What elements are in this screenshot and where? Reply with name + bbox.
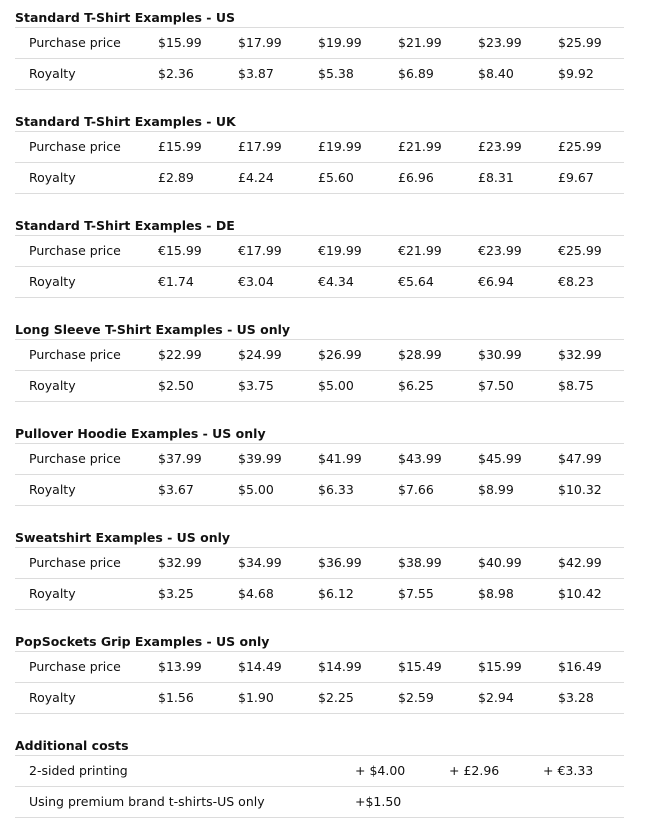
royalty-cell: $7.50 (478, 378, 514, 393)
purchase-price-row (15, 444, 624, 475)
purchase-price-row (15, 548, 624, 579)
royalty-examples-page (15, 8, 624, 840)
price-cell: $17.99 (238, 35, 282, 50)
price-cell: $19.99 (318, 35, 362, 50)
row-label: 2-sided printing (29, 763, 128, 778)
price-cell: $23.99 (478, 35, 522, 50)
royalty-cell: €4.34 (318, 274, 354, 289)
royalty-cell: €6.94 (478, 274, 514, 289)
premium-brand-row (15, 787, 624, 818)
royalty-cell: $3.28 (558, 690, 594, 705)
price-cell: £17.99 (238, 139, 282, 154)
price-cell: $39.99 (238, 451, 282, 466)
cost-cell-us: +$1.50 (355, 794, 402, 809)
royalty-cell: $10.32 (558, 482, 602, 497)
price-cell: $38.99 (398, 555, 442, 570)
section-title: Standard T-Shirt Examples - UK (15, 112, 624, 132)
price-cell: $34.99 (238, 555, 282, 570)
row-label: Royalty (29, 170, 76, 185)
price-cell: €19.99 (318, 243, 362, 258)
price-cell: $21.99 (398, 35, 442, 50)
two-sided-printing-row (15, 756, 624, 787)
royalty-row (15, 371, 624, 402)
royalty-cell: $1.56 (158, 690, 194, 705)
royalty-row (15, 683, 624, 714)
royalty-cell: $4.68 (238, 586, 274, 601)
royalty-cell: $8.99 (478, 482, 514, 497)
royalty-cell: $2.25 (318, 690, 354, 705)
price-cell: $30.99 (478, 347, 522, 362)
royalty-cell: $8.40 (478, 66, 514, 81)
price-cell: $32.99 (158, 555, 202, 570)
price-cell: $43.99 (398, 451, 442, 466)
royalty-row (15, 59, 624, 90)
royalty-cell: $3.87 (238, 66, 274, 81)
section-standard-tshirt-de (15, 216, 624, 320)
price-cell: $26.99 (318, 347, 362, 362)
section-pullover-hoodie-us (15, 424, 624, 528)
price-cell: $28.99 (398, 347, 442, 362)
row-label: Purchase price (29, 139, 121, 154)
royalty-cell: $7.66 (398, 482, 434, 497)
royalty-cell: $7.55 (398, 586, 434, 601)
cost-cell-us: + $4.00 (355, 763, 406, 778)
royalty-cell: €3.04 (238, 274, 274, 289)
royalty-cell: $8.75 (558, 378, 594, 393)
royalty-cell: $2.36 (158, 66, 194, 81)
row-label: Purchase price (29, 659, 121, 674)
price-cell: €25.99 (558, 243, 602, 258)
purchase-price-row (15, 340, 624, 371)
royalty-cell: $2.50 (158, 378, 194, 393)
price-cell: $14.49 (238, 659, 282, 674)
royalty-cell: $3.67 (158, 482, 194, 497)
royalty-row (15, 579, 624, 610)
price-cell: $36.99 (318, 555, 362, 570)
royalty-cell: £2.89 (158, 170, 194, 185)
row-label: Purchase price (29, 35, 121, 50)
section-title: Standard T-Shirt Examples - DE (15, 216, 624, 236)
price-cell: €21.99 (398, 243, 442, 258)
royalty-cell: $2.59 (398, 690, 434, 705)
price-cell: $16.49 (558, 659, 602, 674)
row-label: Purchase price (29, 243, 121, 258)
section-additional-costs (15, 736, 624, 840)
royalty-cell: $6.25 (398, 378, 434, 393)
section-long-sleeve-us (15, 320, 624, 424)
row-label: Royalty (29, 378, 76, 393)
royalty-cell: $3.25 (158, 586, 194, 601)
royalty-cell: £6.96 (398, 170, 434, 185)
royalty-cell: $5.38 (318, 66, 354, 81)
row-label: Purchase price (29, 347, 121, 362)
price-cell: $42.99 (558, 555, 602, 570)
royalty-cell: £9.67 (558, 170, 594, 185)
section-standard-tshirt-uk (15, 112, 624, 216)
price-cell: €17.99 (238, 243, 282, 258)
royalty-cell: £5.60 (318, 170, 354, 185)
royalty-row (15, 475, 624, 506)
price-cell: £15.99 (158, 139, 202, 154)
price-cell: $41.99 (318, 451, 362, 466)
royalty-cell: $6.12 (318, 586, 354, 601)
price-cell: $32.99 (558, 347, 602, 362)
royalty-row (15, 267, 624, 298)
section-title: Standard T-Shirt Examples - US (15, 8, 624, 28)
section-title: Long Sleeve T-Shirt Examples - US only (15, 320, 624, 340)
price-cell: $24.99 (238, 347, 282, 362)
royalty-row (15, 163, 624, 194)
row-label: Using premium brand t-shirts-US only (29, 794, 265, 809)
royalty-cell: $1.90 (238, 690, 274, 705)
price-cell: $22.99 (158, 347, 202, 362)
row-label: Royalty (29, 66, 76, 81)
royalty-cell: €5.64 (398, 274, 434, 289)
price-cell: $37.99 (158, 451, 202, 466)
price-cell: €23.99 (478, 243, 522, 258)
row-label: Purchase price (29, 451, 121, 466)
royalty-cell: £4.24 (238, 170, 274, 185)
section-sweatshirt-us (15, 528, 624, 632)
price-cell: £19.99 (318, 139, 362, 154)
price-cell: $14.99 (318, 659, 362, 674)
row-label: Royalty (29, 690, 76, 705)
price-cell: $25.99 (558, 35, 602, 50)
royalty-cell: $3.75 (238, 378, 274, 393)
royalty-cell: $5.00 (238, 482, 274, 497)
section-title: Additional costs (15, 736, 624, 756)
price-cell: $40.99 (478, 555, 522, 570)
royalty-cell: $9.92 (558, 66, 594, 81)
price-cell: $15.49 (398, 659, 442, 674)
price-cell: $13.99 (158, 659, 202, 674)
section-title: PopSockets Grip Examples - US only (15, 632, 624, 652)
cost-cell-de: + €3.33 (543, 763, 594, 778)
price-cell: $47.99 (558, 451, 602, 466)
row-label: Purchase price (29, 555, 121, 570)
royalty-cell: $8.98 (478, 586, 514, 601)
section-standard-tshirt-us (15, 8, 624, 112)
purchase-price-row (15, 132, 624, 163)
royalty-cell: €8.23 (558, 274, 594, 289)
row-label: Royalty (29, 274, 76, 289)
section-title: Pullover Hoodie Examples - US only (15, 424, 624, 444)
cost-cell-uk: + £2.96 (449, 763, 500, 778)
royalty-cell: $6.33 (318, 482, 354, 497)
purchase-price-row (15, 28, 624, 59)
royalty-cell: €1.74 (158, 274, 194, 289)
row-label: Royalty (29, 482, 76, 497)
royalty-cell: $10.42 (558, 586, 602, 601)
royalty-cell: $2.94 (478, 690, 514, 705)
royalty-cell: £8.31 (478, 170, 514, 185)
royalty-cell: $6.89 (398, 66, 434, 81)
purchase-price-row (15, 652, 624, 683)
price-cell: £21.99 (398, 139, 442, 154)
price-cell: $15.99 (478, 659, 522, 674)
section-title: Sweatshirt Examples - US only (15, 528, 624, 548)
price-cell: £25.99 (558, 139, 602, 154)
royalty-cell: $5.00 (318, 378, 354, 393)
price-cell: $15.99 (158, 35, 202, 50)
price-cell: £23.99 (478, 139, 522, 154)
price-cell: €15.99 (158, 243, 202, 258)
row-label: Royalty (29, 586, 76, 601)
price-cell: $45.99 (478, 451, 522, 466)
purchase-price-row (15, 236, 624, 267)
section-popsockets-grip-us (15, 632, 624, 736)
